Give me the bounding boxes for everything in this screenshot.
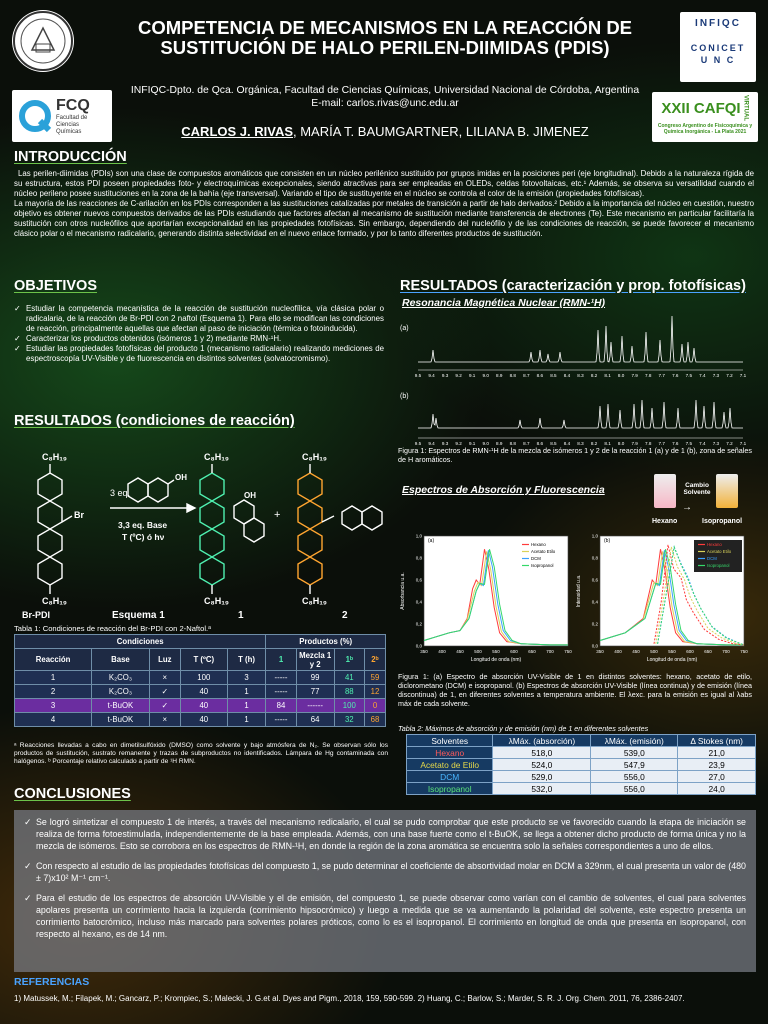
x-tick-label: 500 bbox=[650, 649, 658, 654]
scheme-label-start: Br-PDI bbox=[22, 610, 51, 620]
scheme-br: Br bbox=[74, 510, 85, 520]
nmr-tick-label: 7.1 bbox=[739, 441, 747, 446]
t2-header: λMáx. (absorción) bbox=[493, 735, 591, 747]
nmr-tick-label: 9.2 bbox=[455, 373, 462, 378]
scheme-oh-p1: OH bbox=[244, 491, 256, 500]
main-author: CARLOS J. RIVAS bbox=[181, 124, 293, 139]
nmr-tick-label: 8.2 bbox=[590, 373, 598, 378]
nmr-tick-label: 8.6 bbox=[536, 373, 544, 378]
nmr-tick-label: 7.9 bbox=[631, 441, 638, 446]
affiliation bbox=[120, 84, 650, 110]
conclusion-item: ✓ Con respecto al estudio de las propiedades fotofísicas del compuesto 1, se pudo determinar el coeficiente de absortividad molar en DCM a 329nm, el cual presenta un valor de (480 ± 7)x10² M⁻¹ cm⁻¹. bbox=[24, 861, 746, 883]
referencias-text: 1) Matussek, M.; Filapek, M.; Gancarz, P.; Krompiec, S.; Malecki, J. G.et al. Dyes and Pigm., 2018, 159, 590-599. 2) Huang, C.; Barlow, S.; Marder, S. R. J. Org. Chem. 2011, 76, 2386-2407. bbox=[14, 994, 685, 1003]
legend-label: Isopropanol bbox=[707, 563, 730, 568]
nmr-tick-label: 8.9 bbox=[496, 441, 503, 446]
arrow-right-icon: → bbox=[682, 502, 692, 513]
legend-label: Hexano bbox=[531, 542, 546, 547]
table1-note: ᵃ Reacciones llevadas a cabo en dimetilsulfóxido (DMSO) como solvente y bajo atmósfera de N₂. Se observan sólo los productos de sustitución, sustrato remanente y trazas de subproductos no identificados. Lámpara de Hg contaminada con halógenos. ᵇ Porcentaje relativo calculado a partir de ¹H RMN. bbox=[14, 742, 388, 765]
cond-title: RESULTADOS (condiciones de reacción) bbox=[14, 413, 295, 429]
x-tick-label: 700 bbox=[546, 649, 554, 654]
nmr-tick-label: 7.1 bbox=[739, 373, 747, 378]
nmr-tick-label: 8.0 bbox=[617, 441, 625, 446]
x-tick-label: 550 bbox=[668, 649, 676, 654]
table-row bbox=[407, 759, 756, 771]
y-tick-label: 0,6 bbox=[415, 577, 422, 583]
scheme-plus: + bbox=[274, 509, 281, 521]
x-tick-label: 400 bbox=[438, 649, 446, 654]
x-tick-label: 450 bbox=[456, 649, 464, 654]
email-line: E-mail: carlos.rivas@unc.edu.ar bbox=[311, 98, 459, 109]
t2-cell: 24,0 bbox=[678, 783, 756, 795]
y-tick-label: 0,8 bbox=[591, 555, 598, 561]
nmr-axes bbox=[415, 370, 747, 446]
nmr-tick-label: 9.3 bbox=[441, 373, 449, 378]
t1-header: 2ᵇ bbox=[364, 649, 385, 671]
y-tick-label: 0,4 bbox=[415, 599, 422, 605]
check-icon: ✓ bbox=[14, 344, 21, 353]
nmr-tick-label: 7.6 bbox=[672, 441, 679, 446]
t2-cell: Hexano bbox=[407, 747, 493, 759]
check-icon: ✓ bbox=[24, 893, 32, 903]
infiqc-logo bbox=[680, 12, 756, 82]
nmr-tick-label: 9.1 bbox=[468, 373, 476, 378]
nmr-title: Resonancia Magnética Nuclear (RMN-¹H) bbox=[402, 297, 606, 309]
nmr-tick-label: 8.4 bbox=[563, 441, 571, 446]
table-row bbox=[407, 783, 756, 795]
table-row bbox=[407, 771, 756, 783]
check-icon: ✓ bbox=[24, 861, 32, 871]
nmr-tick-label: 7.4 bbox=[699, 373, 706, 378]
scheme-label-p2: 2 bbox=[342, 610, 348, 620]
y-tick-label: 0,2 bbox=[591, 621, 598, 627]
vial-hexano bbox=[654, 474, 676, 508]
infiqc-logo-mid: CONICET bbox=[690, 43, 746, 53]
intro-body bbox=[14, 169, 754, 239]
nmr-tick-label: 9.0 bbox=[482, 373, 489, 378]
y-axis-label: Absorbancia u.a. bbox=[400, 572, 406, 610]
table-row: 4 t-BuOK × 40 1 ----- 64 32 68 bbox=[15, 713, 386, 727]
affiliation-line: INFIQC-Dpto. de Qca. Orgánica, Facultad de Ciencias Químicas, Universidad Nacional de Córdoba, Argentina bbox=[130, 85, 640, 96]
conclusiones-box bbox=[14, 810, 756, 972]
legend-label: Acetato Etilo bbox=[531, 549, 556, 554]
nmr-trace-b bbox=[418, 400, 743, 428]
nmr-tick-label: 8.5 bbox=[550, 373, 557, 378]
t1-header: Base bbox=[92, 649, 150, 671]
x-tick-label: 350 bbox=[596, 649, 604, 654]
scheme-base: 3,3 eq. Base bbox=[118, 520, 168, 530]
scheme-c8h19-bot-p1: C₈H₁₉ bbox=[204, 596, 229, 606]
scheme-c8h19-top-p1: C₈H₁₉ bbox=[204, 452, 229, 462]
table-row: 2 K₂CO₃ ✓ 40 1 ----- 77 88 12 bbox=[15, 685, 386, 699]
x-tick-label: 650 bbox=[528, 649, 536, 654]
x-axis-label: Longitud de onda (nm) bbox=[646, 657, 698, 663]
y-tick-label: 0,0 bbox=[415, 643, 422, 649]
conclusion-item: ✓ Se logró sintetizar el compuesto 1 de interés, a través del mecanismo redicalario, el cual se pudo comprobar que este producto se ve favorecido cuando la etapa de iniciación se realiza de forma fotoestimulada, independientemente de la base empleada. Además, con una base fuerte como el t-BuOK, se llega a obtener dicho producto de forma única y no la mezcla de isómeros. Esto se corrobora en los espectros de RMN-¹H, en donde la región de la zona aromática se encuentra solo la señales correspondientes a uno de ellos. bbox=[24, 817, 746, 851]
nmr-tick-label: 8.8 bbox=[509, 373, 516, 378]
t1-group-prod: Productos (%) bbox=[266, 635, 386, 649]
t2-header: λMáx. (emisión) bbox=[591, 735, 678, 747]
table-row bbox=[407, 747, 756, 759]
t2-cell: 524,0 bbox=[493, 759, 591, 771]
check-icon: ✓ bbox=[24, 817, 32, 827]
nmr-tick-label: 8.1 bbox=[604, 373, 611, 378]
caract-title: RESULTADOS (caracterización y prop. fotofísicas) bbox=[400, 278, 746, 294]
legend-label: Isopropanol bbox=[531, 563, 554, 568]
nmr-panel-b: (b) bbox=[400, 393, 409, 400]
nmr-tick-label: 8.1 bbox=[604, 441, 611, 446]
fcq-q-icon bbox=[18, 99, 52, 133]
x-tick-label: 600 bbox=[510, 649, 518, 654]
nmr-tick-label: 9.0 bbox=[482, 441, 489, 446]
x-tick-label: 750 bbox=[740, 649, 748, 654]
t2-cell: Isopropanol bbox=[407, 783, 493, 795]
objetivos-title: OBJETIVOS bbox=[14, 278, 97, 294]
nmr-tick-label: 7.7 bbox=[658, 373, 665, 378]
nmr-tick-label: 9.1 bbox=[468, 441, 476, 446]
x-tick-label: 400 bbox=[614, 649, 622, 654]
nmr-tick-label: 8.4 bbox=[563, 373, 571, 378]
nmr-tick-label: 8.7 bbox=[523, 441, 530, 446]
t1-header: 1 bbox=[266, 649, 296, 671]
intro-title: INTRODUCCIÓN bbox=[14, 149, 127, 165]
check-icon: ✓ bbox=[14, 304, 21, 313]
scheme-c8h19-bot-p2: C₈H₁₉ bbox=[302, 596, 327, 606]
scheme-oh: OH bbox=[175, 473, 187, 482]
nmr-tick-label: 9.2 bbox=[455, 441, 462, 446]
panel-label: (a) bbox=[428, 538, 435, 544]
objetivo-item: ✓ Estudiar las propiedades fotofísicas del producto 1 (mecanismo radicalario) realizando mediciones de espectroscopía UV-Visible y de fluorescencia en distintos solventes (solvatocromismo). bbox=[14, 344, 384, 363]
nmr-tick-label: 8.5 bbox=[550, 441, 557, 446]
y-tick-label: 1,0 bbox=[591, 533, 598, 539]
x-tick-label: 550 bbox=[492, 649, 500, 654]
fcq-logo-text: FCQ bbox=[56, 96, 90, 114]
legend-label: Hexano bbox=[707, 542, 722, 547]
nmr-caption: Figura 1: Espectros de RMN-¹H de la mezcla de isómeros 1 y 2 de la reacción 1 (a) y de 1 (b), zona de señales de H aromáticos. bbox=[398, 446, 752, 464]
x-tick-label: 450 bbox=[632, 649, 640, 654]
nmr-tick-label: 8.9 bbox=[496, 373, 503, 378]
unc-seal-logo bbox=[12, 10, 74, 72]
nmr-tick-label: 7.3 bbox=[712, 441, 720, 446]
x-axis-label: Longitud de onda (nm) bbox=[470, 657, 522, 663]
nmr-tick-label: 8.2 bbox=[590, 441, 598, 446]
cafqi-logo bbox=[652, 92, 758, 142]
nmr-tick-label: 7.6 bbox=[672, 373, 679, 378]
t2-cell: DCM bbox=[407, 771, 493, 783]
table-row: 1 K₂CO₃ × 100 3 ----- 99 41 59 bbox=[15, 671, 386, 685]
intro-paragraph-2: La mayoría de las reacciones de C-arilación en los PDIs corresponden a las sustituciones catalizadas por metales de transición a partir de halo derivados.² Debido a la importancia del núcleo en cuestión, nuestro objetivo es obtener nuevos compuestos derivados de las PDIs estudiando que factores afectan al mecanismo de sustitución mediante transferencia de electrones (Te). Este mecanismo en particular facilitaría la sustitución con otros nucleófilos que aportarían excepcionalidad en las propiedades fotofísicas. Sin embargo, dependiendo del nucleófilo y de las condiciones de reacción, se puede favorecer el mecanismo clásico polar o el mecanismo radicalario, generando distinta selectividad en el nuevo enlace formado, y por lo tanto diferentes productos de sustitución. bbox=[14, 199, 754, 238]
fcq-logo bbox=[12, 90, 112, 142]
t2-header: Solventes bbox=[407, 735, 493, 747]
scheme-temp: T (ºC) ó hν bbox=[122, 532, 165, 542]
nmr-tick-label: 7.8 bbox=[645, 441, 652, 446]
t2-cell: 532,0 bbox=[493, 783, 591, 795]
nmr-tick-label: 8.3 bbox=[577, 373, 584, 378]
nmr-tick-label: 8.8 bbox=[509, 441, 516, 446]
conclusiones-title: CONCLUSIONES bbox=[14, 786, 131, 802]
t2-cell: 539,0 bbox=[591, 747, 678, 759]
co-authors: , MARÍA T. BAUMGARTNER, LILIANA B. JIMENEZ bbox=[293, 124, 589, 139]
nmr-tick-label: 7.4 bbox=[699, 441, 706, 446]
infiqc-logo-bot: U N C bbox=[700, 55, 736, 65]
scheme-reagent: 3 eq. bbox=[110, 488, 131, 498]
y-tick-label: 0,4 bbox=[591, 599, 598, 605]
t2-cell: 556,0 bbox=[591, 783, 678, 795]
table2 bbox=[406, 734, 756, 795]
nmr-tick-label: 8.3 bbox=[577, 441, 584, 446]
legend-label: DCM bbox=[531, 556, 541, 561]
referencias-title: REFERENCIAS bbox=[14, 976, 90, 988]
table2-caption: Tabla 2: Máximos de absorción y de emisión (nm) de 1 en diferentes solventes bbox=[398, 724, 649, 733]
nmr-spectra bbox=[398, 310, 748, 446]
table1-caption: Tabla 1: Condiciones de reacción del Br-PDI con 2-Naftol.ᵃ bbox=[14, 624, 211, 633]
nmr-tick-label: 7.3 bbox=[712, 373, 720, 378]
nmr-tick-label: 9.4 bbox=[428, 441, 435, 446]
x-tick-label: 350 bbox=[420, 649, 428, 654]
y-tick-label: 0,6 bbox=[591, 577, 598, 583]
scheme-c8h19-bot-start: C₈H₁₉ bbox=[42, 596, 67, 606]
check-icon: ✓ bbox=[14, 334, 21, 343]
t2-cell: Acetato de Etilo bbox=[407, 759, 493, 771]
nmr-tick-label: 7.8 bbox=[645, 373, 652, 378]
y-axis-label: Intensidad u.a. bbox=[576, 574, 582, 608]
emission-chart bbox=[574, 528, 750, 670]
objetivo-item: ✓ Estudiar la competencia mecanística de la reacción de sustitución nucleofílica, vía clásica polar o radicalaria, de la reacción de Br-PDI con 2 naftol (Esquema 1). Para ello se modifican las condiciones de reacción, principalmente aquellas que afectan al paso de iniciación (térmica o fotoinducida). bbox=[14, 304, 384, 333]
nmr-tick-label: 7.2 bbox=[726, 373, 733, 378]
t2-cell: 23,9 bbox=[678, 759, 756, 771]
t1-header: T (h) bbox=[227, 649, 266, 671]
nmr-tick-label: 9.4 bbox=[428, 373, 435, 378]
cafqi-logo-sub: Congreso Argentino de Fisicoquímica y Química Inorgánica - La Plata 2021 bbox=[657, 123, 753, 135]
nmr-tick-label: 8.7 bbox=[523, 373, 530, 378]
vial-isopropanol bbox=[716, 474, 738, 508]
x-tick-label: 600 bbox=[686, 649, 694, 654]
x-tick-label: 750 bbox=[564, 649, 572, 654]
scheme-label-scheme: Esquema 1 bbox=[112, 610, 165, 620]
panel-label: (b) bbox=[604, 538, 611, 544]
nmr-tick-label: 8.0 bbox=[617, 373, 625, 378]
t2-cell: 529,0 bbox=[493, 771, 591, 783]
fig-caption: Figura 1: (a) Espectro de absorción UV-Visible de 1 en distintos solventes: hexano, acetato de etilo, diclorometano (DCM) e isopropanol. (b) Espectros de absorción UV-Visible (línea continua) y de emisión (línea discontinua) de 1, en diferentes solventes a temperatura ambiente. El λexc. para la emisión es igual al λabs máx de cada solvente. bbox=[398, 672, 752, 708]
nmr-trace-a bbox=[418, 316, 743, 362]
t1-header: 1ᵇ bbox=[334, 649, 364, 671]
t2-cell: 547,9 bbox=[591, 759, 678, 771]
t2-header: Δ Stokes (nm) bbox=[678, 735, 756, 747]
t2-cell: 27,0 bbox=[678, 771, 756, 783]
conclusion-item: ✓ Para el estudio de los espectros de absorción UV-Visible y el de emisión, del compuesto 1, se puede observar como varían con el cambio de solventes, el cual para solventes apolares presenta un corrimiento hacia la izquierda (corrimiento hipsocrómico) y luego a medida que se va aumentando la polaridad del solvente, este espectro presenta un corrimiento batocrómico, incluso más marcado para solventes polares próticos, como lo es el isopropanol. El corrimiento en longitud de onda que presenta en isopropanol, con respecto al hexano, es de 14 nm. bbox=[24, 893, 746, 939]
t1-header: Luz bbox=[149, 649, 180, 671]
y-tick-label: 0,2 bbox=[415, 621, 422, 627]
nmr-panel-a: (a) bbox=[400, 325, 409, 332]
reaction-scheme bbox=[12, 440, 388, 620]
y-tick-label: 0,8 bbox=[415, 555, 422, 561]
nmr-tick-label: 7.7 bbox=[658, 441, 665, 446]
y-tick-label: 0,0 bbox=[591, 643, 598, 649]
y-tick-label: 1,0 bbox=[415, 533, 422, 539]
abs-title: Espectros de Absorción y Fluorescencia bbox=[402, 484, 605, 496]
x-tick-label: 700 bbox=[722, 649, 730, 654]
scheme-c8h19-top-p2: C₈H₁₉ bbox=[302, 452, 327, 462]
nmr-tick-label: 9.5 bbox=[414, 441, 422, 446]
t2-cell: 556,0 bbox=[591, 771, 678, 783]
vial-change-label: Cambio Solvente bbox=[683, 482, 711, 496]
t2-cell: 21,0 bbox=[678, 747, 756, 759]
nmr-tick-label: 7.9 bbox=[631, 373, 638, 378]
nmr-tick-label: 7.2 bbox=[726, 441, 733, 446]
table-row: 3 t-BuOK ✓ 40 1 84 ------ 100 0 bbox=[15, 699, 386, 713]
t1-header: T (ºC) bbox=[180, 649, 227, 671]
vial-label-hexano: Hexano bbox=[652, 518, 678, 525]
legend-label: Acetato Etilo bbox=[707, 549, 732, 554]
table1 bbox=[14, 634, 386, 727]
intro-paragraph-1: Las perilen-diimidas (PDIs) son una clase de compuestos aromáticos que consisten en un núcleo perilénico sustituido por grupos imidas en la posiciones peri (eje longitudinal). Debido a la naturaleza rígida de su estructura, estos PDI poseen propiedades foto- y electroquímicas excepcionales, siendo atractivas para ser empleadas en OLEDs, celdas fotovoltaicas, etc.¹ Además, se observa su versatilidad cuando el núcleo perileno posee sustituciones en la zona de la bahía (eje transversal). Variando el tipo de sustituyente en el núcleo se controla el color de la emisión (propiedades fotofísicas). bbox=[14, 169, 754, 198]
vial-image bbox=[650, 470, 750, 530]
objetivo-item: ✓ Caracterizar los productos obtenidos (isómeros 1 y 2) mediante RMN-¹H. bbox=[14, 334, 282, 343]
poster-title: COMPETENCIA DE MECANISMOS EN LA REACCIÓN DE SUSTITUCIÓN DE HALO PERILEN-DIIMIDAS (PDIS) bbox=[137, 17, 633, 58]
t1-header: Mezcla 1 y 2 bbox=[296, 649, 334, 671]
authors bbox=[120, 124, 650, 139]
objetivos-list bbox=[14, 304, 384, 364]
cafqi-logo-big: XXII CAFQI bbox=[661, 99, 741, 117]
vial-label-isopropanol: Isopropanol bbox=[702, 518, 743, 525]
nmr-tick-label: 7.5 bbox=[685, 441, 693, 446]
cafqi-logo-side: VIRTUAL bbox=[742, 95, 749, 121]
x-tick-label: 500 bbox=[474, 649, 482, 654]
scheme-label-p1: 1 bbox=[238, 610, 244, 620]
nmr-tick-label: 9.5 bbox=[414, 373, 422, 378]
scheme-c8h19-top-start: C₈H₁₉ bbox=[42, 452, 67, 462]
t1-group-cond: Condiciones bbox=[15, 635, 266, 649]
legend-label: DCM bbox=[707, 556, 717, 561]
nmr-tick-label: 9.3 bbox=[441, 441, 449, 446]
abs-chart bbox=[398, 528, 574, 670]
infiqc-logo-top: INFIQC bbox=[695, 18, 741, 29]
fcq-logo-sub: Facultad de Ciencias Químicas bbox=[56, 114, 88, 135]
nmr-tick-label: 7.5 bbox=[685, 373, 693, 378]
t2-cell: 518,0 bbox=[493, 747, 591, 759]
x-tick-label: 650 bbox=[704, 649, 712, 654]
t1-header: Reacción bbox=[15, 649, 92, 671]
nmr-tick-label: 8.6 bbox=[536, 441, 544, 446]
